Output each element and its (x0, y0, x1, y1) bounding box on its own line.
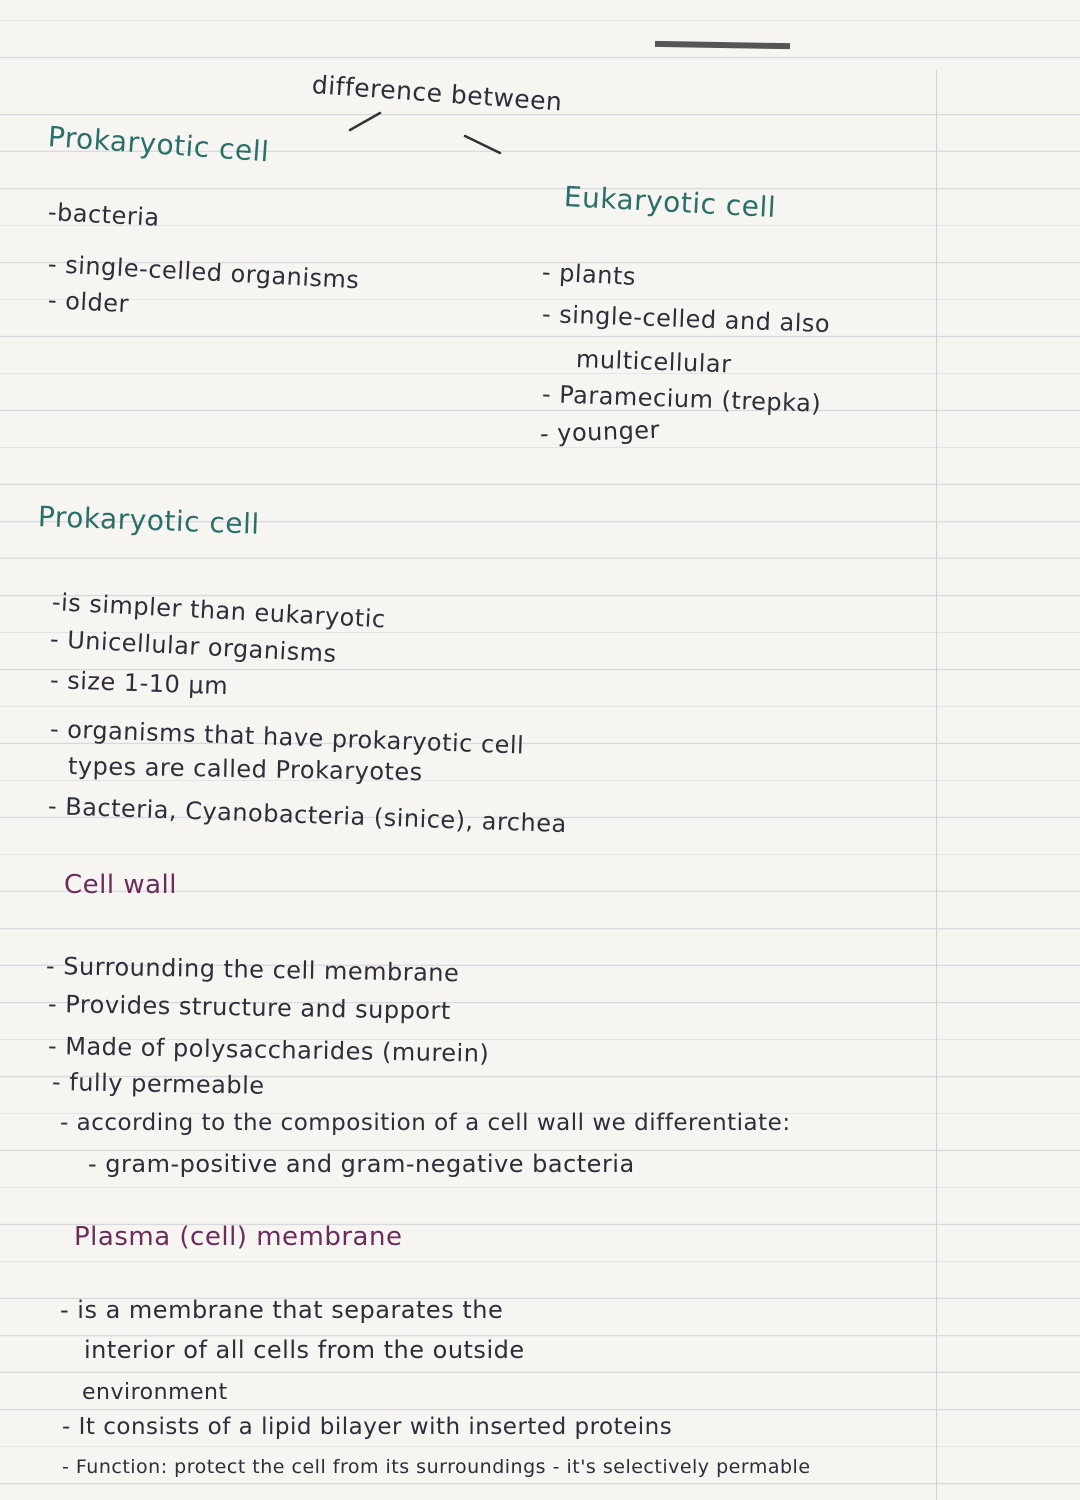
prokaryotic-heading: Prokaryotic cell (46, 120, 271, 169)
eukaryotic-heading: Eukaryotic cell (563, 180, 777, 225)
right-list-item: - younger (539, 415, 661, 448)
prokaryotic-line: - Unicellular organisms (49, 625, 338, 668)
cell-wall-line: - Surrounding the cell membrane (45, 952, 460, 988)
cell-wall-line: - fully permeable (51, 1068, 265, 1100)
cell-wall-heading: Cell wall (64, 870, 178, 900)
cell-wall-line: - gram-positive and gram-negative bacteria (88, 1150, 635, 1178)
prokaryotic-line: - Bacteria, Cyanobacteria (sinice), archea (47, 792, 568, 839)
prokaryotic-line: - size 1-10 µm (49, 666, 229, 701)
cell-wall-line: - Provides structure and support (47, 990, 452, 1026)
right-list-item: - Paramecium (trepka) (541, 380, 822, 418)
membrane-heading: Plasma (cell) membrane (74, 1222, 403, 1252)
left-list-item: - older (47, 286, 130, 319)
prokaryotic-line: -is simpler than eukaryotic (51, 588, 387, 634)
right-list-item: multicellular (575, 345, 732, 379)
membrane-line: - It consists of a lipid bilayer with inserted proteins (62, 1414, 673, 1440)
membrane-line: interior of all cells from the outside (84, 1336, 525, 1364)
split-arrows (340, 108, 510, 158)
membrane-line: environment (82, 1380, 228, 1405)
left-list-item: - single-celled organisms (47, 250, 361, 295)
right-list-item: - plants (541, 258, 637, 291)
prokaryotic-line: types are called Prokaryotes (67, 752, 423, 787)
cell-wall-line: - Made of polysaccharides (murein) (47, 1032, 490, 1068)
pen-mark (655, 41, 790, 49)
membrane-line: - is a membrane that separates the (60, 1296, 504, 1324)
margin-line (936, 70, 937, 1500)
comparison-title: difference between (310, 70, 564, 117)
prokaryotic-line: - organisms that have prokaryotic cell (49, 715, 525, 760)
prokaryotic-section-heading: Prokaryotic cell (37, 500, 261, 541)
cell-wall-line: - according to the composition of a cell wall we differentiate: (60, 1110, 791, 1136)
right-list-item: - single-celled and also (541, 300, 831, 339)
membrane-line: - Function: protect the cell from its surroundings - it's selectively permable (62, 1456, 811, 1478)
left-list-item: -bacteria (47, 198, 161, 232)
